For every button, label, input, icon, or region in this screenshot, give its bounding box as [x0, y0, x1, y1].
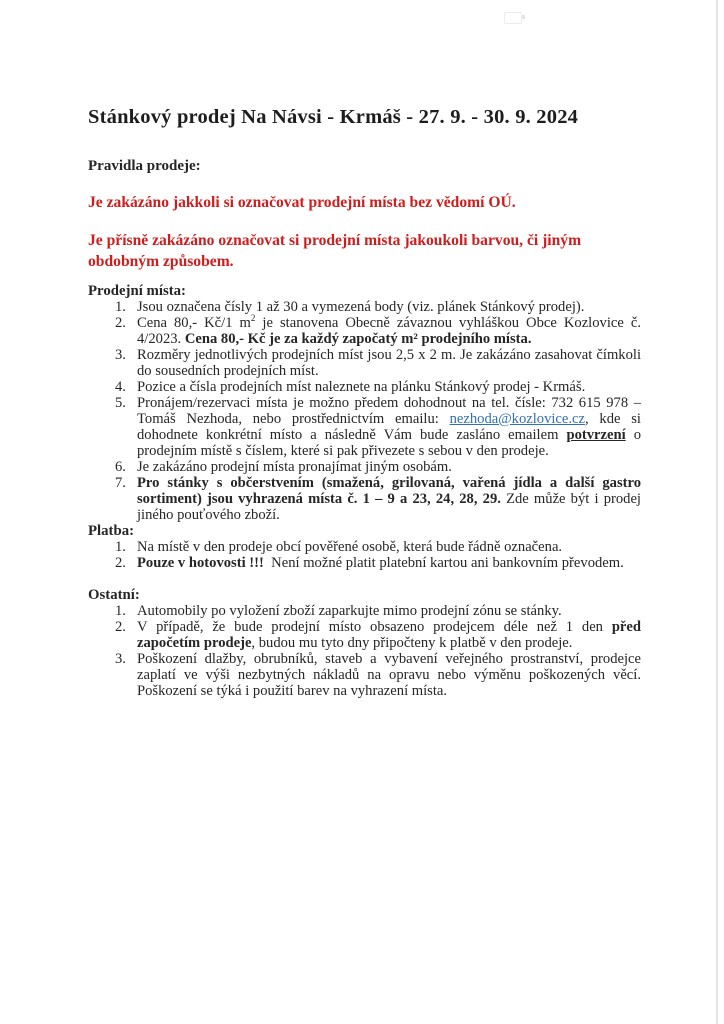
section-heading-platba: Platba:	[88, 523, 135, 539]
text-segment: o prodejním místě s číslem, které si pak přivezete s sebou v den prodeje.	[137, 427, 641, 459]
text-segment: Poškození dlažby, obrubníků, staveb a vybavení veřejného prostranství, prodejce zaplatí ve výši nezbytných nákladů na opravu nebo výměnu poškozených věcí. Poškození se týká i použití barev na vyhrazení místa.	[137, 651, 641, 699]
text-segment: Není možné platit platební kartou ani bankovním převodem.	[263, 555, 624, 571]
text-segment: Cena 80,- Kč je za každý započatý m² prodejního místa.	[184, 331, 532, 347]
prodejni-mista-list	[88, 299, 641, 523]
section-platba	[88, 523, 641, 571]
section-heading-ostatni: Ostatní:	[88, 587, 140, 603]
warning-text-1: Je zakázáno jakkoli si označovat prodejní místa bez vědomí OÚ.	[88, 194, 516, 211]
section-heading-prodejni-mista: Prodejní místa:	[88, 283, 186, 299]
list-item	[137, 619, 641, 651]
list-item	[137, 379, 641, 395]
text-segment: Automobily po vyložení zboží zaparkujte mimo prodejní zónu se stánky.	[137, 603, 562, 619]
list-item	[137, 315, 641, 347]
email-link[interactable]: nezhoda@kozlovice.cz	[449, 411, 585, 427]
text-segment: potvrzení	[566, 427, 626, 443]
warning-text-2: Je přísně zakázáno označovat si prodejní místa jakoukoli barvou, či jiným obdobným způsobem.	[88, 232, 582, 270]
text-segment: , kde si dohodnete konkrétní místo a následně Vám bude zasláno emailem	[137, 411, 641, 443]
text-segment: 2	[250, 313, 256, 324]
text-segment: Je zakázáno prodejní místa pronajímat jiným osobám.	[137, 459, 452, 475]
list-item	[137, 459, 641, 475]
list-item	[137, 603, 641, 619]
text-segment: je stanovena Obecně závaznou vyhláškou Obce Kozlovice č. 4/2023.	[137, 315, 641, 347]
list-item	[137, 651, 641, 699]
text-segment: Rozměry jednotlivých prodejních míst jsou 2,5 x 2 m. Je zakázáno zasahovat čímkoli do sousedních prodejních míst.	[137, 347, 641, 379]
page-title: Stánkový prodej Na Návsi - Krmáš - 27. 9. - 30. 9. 2024	[88, 106, 579, 128]
text-segment: Cena 80,- Kč/1 m	[137, 315, 251, 331]
platba-list	[88, 539, 641, 571]
text-segment: Na místě v den prodeje obcí pověřené osobě, která bude řádně označena.	[137, 539, 563, 555]
text-segment: před započetím prodeje	[137, 619, 641, 651]
scan-edge-line	[716, 0, 718, 1024]
list-item	[137, 539, 641, 555]
list-item	[137, 347, 641, 379]
list-item	[137, 555, 641, 571]
text-segment: V případě, že bude prodejní místo obsazeno prodejcem déle než 1 den	[137, 619, 612, 635]
text-segment: Pozice a čísla prodejních míst naleznete na plánku Stánkový prodej - Krmáš.	[137, 379, 586, 395]
text-segment: Jsou označena čísly 1 až 30 a vymezená body (viz. plánek Stánkový prodej).	[137, 299, 585, 315]
text-segment: Zde může být i prodej jiného pouťového zboží.	[137, 491, 641, 523]
text-segment: Pronájem/rezervaci místa je možno předem dohodnout na tel. čísle: 732 615 978 – Tomáš Nezhoda, nebo prostřednictvím emailu:	[137, 395, 641, 427]
text-segment: Pro stánky s občerstvením (smažená, grilovaná, vařená jídla a další gastro sortiment) jsou vyhrazená místa č. 1 – 9 a 23, 24, 28, 29.	[137, 475, 641, 507]
ostatni-list	[88, 603, 641, 699]
text-segment: , budou mu tyto dny připočteny k platbě v den prodeje.	[251, 635, 573, 651]
rules-heading: Pravidla prodeje:	[88, 158, 201, 174]
section-ostatni	[88, 587, 641, 699]
section-prodejni-mista	[88, 283, 641, 523]
list-item	[137, 475, 641, 523]
text-segment: Pouze v hotovosti !!!	[137, 555, 264, 571]
list-item	[137, 299, 641, 315]
document-page	[88, 0, 641, 699]
list-item	[137, 395, 641, 459]
